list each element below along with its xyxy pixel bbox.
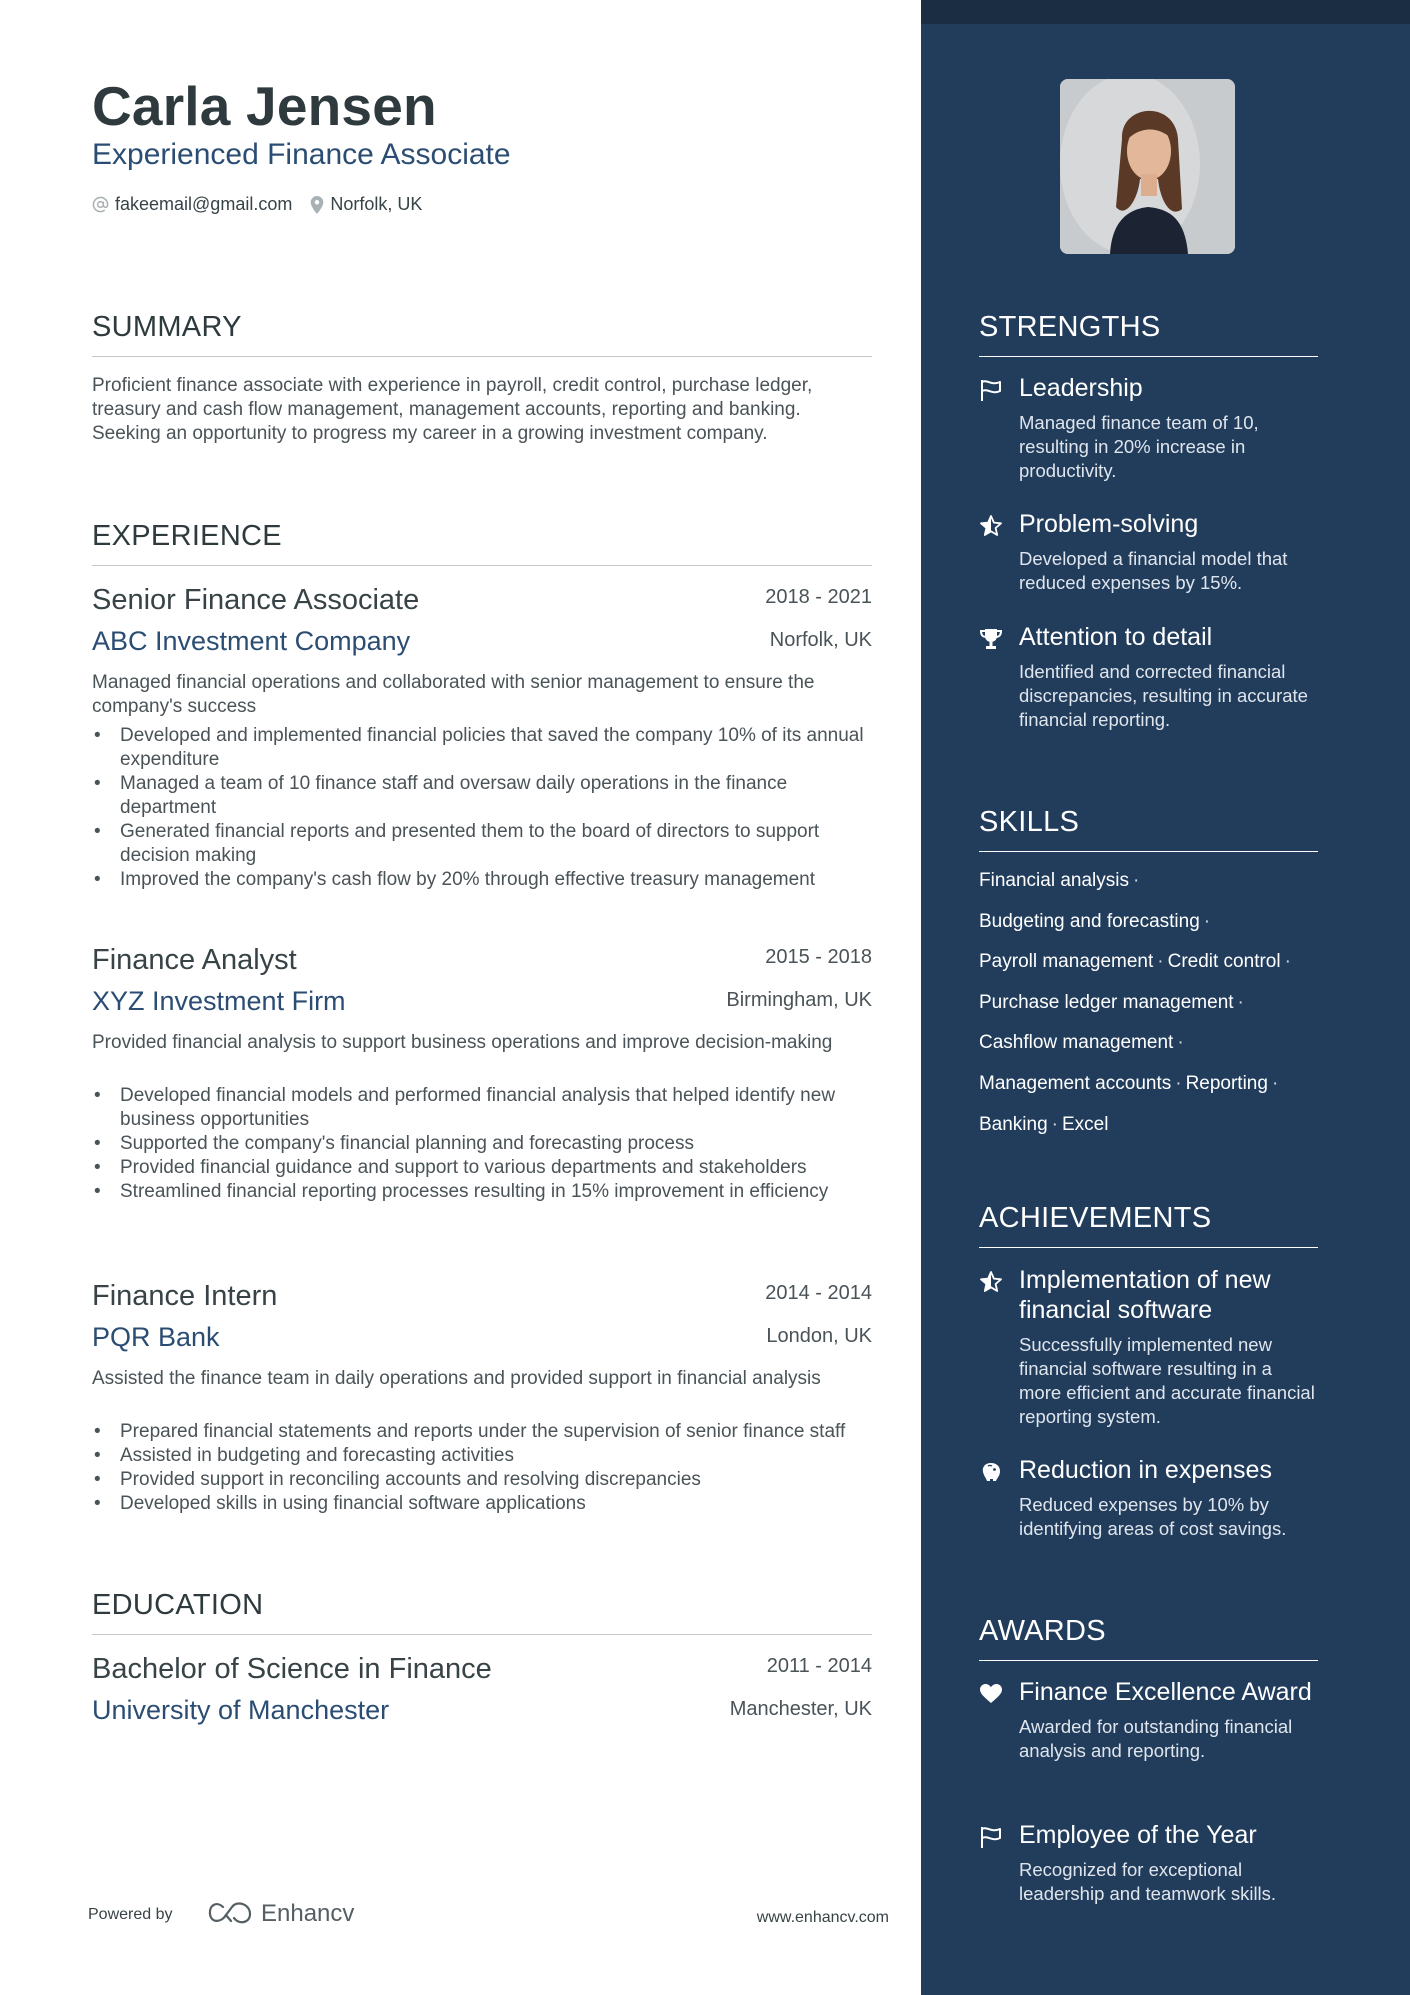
strength-item (979, 622, 1318, 732)
at-icon (92, 196, 109, 213)
strength-title: Leadership (1019, 374, 1143, 402)
skill-line: Financial analysis · (979, 870, 1140, 891)
star-half-icon (979, 514, 1003, 538)
school-location: Manchester, UK (729, 1698, 872, 1720)
education-heading: EDUCATION (92, 1589, 872, 1635)
skill-tag: Payroll management (979, 951, 1154, 973)
skill-tag: Cashflow management (979, 1032, 1174, 1054)
enhancv-brand-text: Enhancv (261, 1900, 355, 1927)
location-contact (310, 194, 422, 215)
job-bullet: • Prepared financial statements and reports under the supervision of senior finance staff (92, 1420, 872, 1444)
job-dates: 2015 - 2018 (765, 946, 872, 968)
job-description: Assisted the finance team in daily operations and provided support in financial analysis (92, 1368, 821, 1389)
candidate-name: Carla Jensen (92, 75, 437, 137)
skill-tag: Reporting (1185, 1072, 1268, 1094)
heart-icon (979, 1682, 1003, 1706)
enhancv-logo-icon (207, 1901, 253, 1927)
skill-tag: Excel (1062, 1113, 1109, 1135)
education-dates: 2011 - 2014 (766, 1655, 872, 1677)
strength-title: Attention to detail (1019, 623, 1213, 651)
achievements-heading: ACHIEVEMENTS (979, 1202, 1318, 1248)
location-text: Norfolk, UK (330, 194, 423, 214)
achievement-item (979, 1265, 1318, 1429)
strength-item (979, 373, 1318, 483)
skills-list (979, 866, 1324, 1150)
map-pin-icon (310, 196, 324, 214)
job-bullets (92, 724, 872, 892)
enhancv-url[interactable]: www.enhancv.com (756, 1909, 889, 1926)
job-company: PQR Bank (92, 1322, 220, 1352)
job-bullet: • Streamlined financial reporting processes resulting in 15% improvement in efficiency (92, 1180, 872, 1204)
award-title: Employee of the Year (1019, 1821, 1257, 1849)
flag-icon (979, 378, 1003, 402)
powered-by-label: Powered by (88, 1906, 173, 1923)
profile-photo (1060, 79, 1235, 254)
piggy-bank-icon (979, 1460, 1003, 1484)
flag-icon (979, 1825, 1003, 1849)
achievement-item (979, 1455, 1318, 1541)
degree-title: Bachelor of Science in Finance (92, 1653, 492, 1685)
school-name: University of Manchester (92, 1695, 390, 1725)
job-location: Norfolk, UK (769, 629, 872, 651)
skill-tag: Management accounts (979, 1072, 1172, 1094)
skill-tag: Purchase ledger management (979, 991, 1234, 1013)
award-title: Finance Excellence Award (1019, 1678, 1312, 1706)
skill-line: Cashflow management · (979, 1032, 1184, 1054)
enhancv-logo[interactable] (207, 1900, 354, 1928)
skill-tag: Credit control (1167, 951, 1281, 973)
job-title: Finance Intern (92, 1280, 278, 1312)
skill-line: Banking · Excel (979, 1113, 1109, 1135)
side-top-bar (921, 0, 1410, 24)
skills-heading: SKILLS (979, 806, 1318, 852)
email-contact[interactable] (92, 194, 292, 215)
job-bullet: • Provided support in reconciling accounts and resolving discrepancies (92, 1468, 872, 1492)
job-location: Birmingham, UK (726, 989, 872, 1011)
trophy-icon (979, 627, 1003, 651)
skill-line: Purchase ledger management · (979, 991, 1244, 1013)
award-item (979, 1677, 1318, 1763)
skill-line: Management accounts · Reporting · (979, 1072, 1279, 1094)
job-description: Managed financial operations and collaborated with senior management to ensure the company's success (92, 672, 815, 717)
skill-tag: Financial analysis (979, 870, 1129, 891)
job-bullets (92, 1420, 872, 1516)
job-bullet: • Managed a team of 10 finance staff and oversaw daily operations in the finance department (92, 772, 872, 820)
achievement-title: Reduction in expenses (1019, 1456, 1272, 1484)
candidate-title: Experienced Finance Associate (92, 138, 511, 171)
skill-tag: Banking (979, 1113, 1048, 1135)
job-bullet: • Developed and implemented financial policies that saved the company 10% of its annual expenditure (92, 724, 872, 772)
strength-desc: Developed a financial model that reduced expenses by 15%. (1019, 548, 1288, 593)
job-title: Finance Analyst (92, 944, 297, 976)
job-company: ABC Investment Company (92, 626, 411, 656)
job-bullet: • Provided financial guidance and support to various departments and stakeholders (92, 1156, 872, 1180)
strength-item (979, 509, 1318, 595)
resume-side-column (921, 0, 1410, 1995)
email-text: fakeemail@gmail.com (115, 194, 293, 214)
job-bullet: • Improved the company's cash flow by 20% through effective treasury management (92, 868, 872, 892)
summary-heading: SUMMARY (92, 311, 872, 357)
skill-tag: Budgeting and forecasting (979, 910, 1200, 932)
job-company: XYZ Investment Firm (92, 986, 346, 1016)
experience-heading: EXPERIENCE (92, 520, 872, 566)
job-bullet: • Supported the company's financial planning and forecasting process (92, 1132, 872, 1156)
job-dates: 2018 - 2021 (765, 586, 872, 608)
achievement-desc: Reduced expenses by 10% by identifying areas of cost savings. (1019, 1494, 1287, 1539)
strengths-heading: STRENGTHS (979, 311, 1318, 357)
job-description: Provided financial analysis to support business operations and improve decision-making (92, 1032, 833, 1053)
contact-row (92, 194, 440, 215)
achievement-title: Implementation of new financial software (1019, 1266, 1271, 1324)
job-bullet: • Generated financial reports and presented them to the board of directors to support decision making (92, 820, 872, 868)
award-desc: Awarded for outstanding financial analysis and reporting. (1019, 1716, 1293, 1761)
strength-desc: Managed finance team of 10, resulting in 20% increase in productivity. (1019, 412, 1259, 481)
job-location: London, UK (766, 1325, 872, 1347)
job-bullet: • Assisted in budgeting and forecasting activities (92, 1444, 872, 1468)
summary-text: Proficient finance associate with experience in payroll, credit control, purchase ledger, treasury and cash flow management, management accounts, reporting and banking. Seeking an opportunity to progress my career in a growing investment company. (92, 375, 813, 444)
job-bullet: • Developed skills in using financial software applications (92, 1492, 872, 1516)
job-dates: 2014 - 2014 (765, 1282, 872, 1304)
award-desc: Recognized for exceptional leadership and teamwork skills. (1019, 1859, 1277, 1904)
achievement-desc: Successfully implemented new financial software resulting in a more efficient and accurate financial reporting system. (1019, 1334, 1315, 1427)
job-bullet: • Developed financial models and performed financial analysis that helped identify new business opportunities (92, 1084, 872, 1132)
awards-heading: AWARDS (979, 1615, 1318, 1661)
skill-line: Budgeting and forecasting · (979, 910, 1211, 932)
job-title: Senior Finance Associate (92, 584, 420, 616)
award-item (979, 1820, 1318, 1906)
job-bullets (92, 1084, 872, 1204)
skill-line: Payroll management · Credit control · (979, 951, 1291, 973)
strength-desc: Identified and corrected financial discrepancies, resulting in accurate financial reporting. (1019, 661, 1308, 730)
star-half-icon (979, 1270, 1003, 1294)
strength-title: Problem-solving (1019, 510, 1199, 538)
